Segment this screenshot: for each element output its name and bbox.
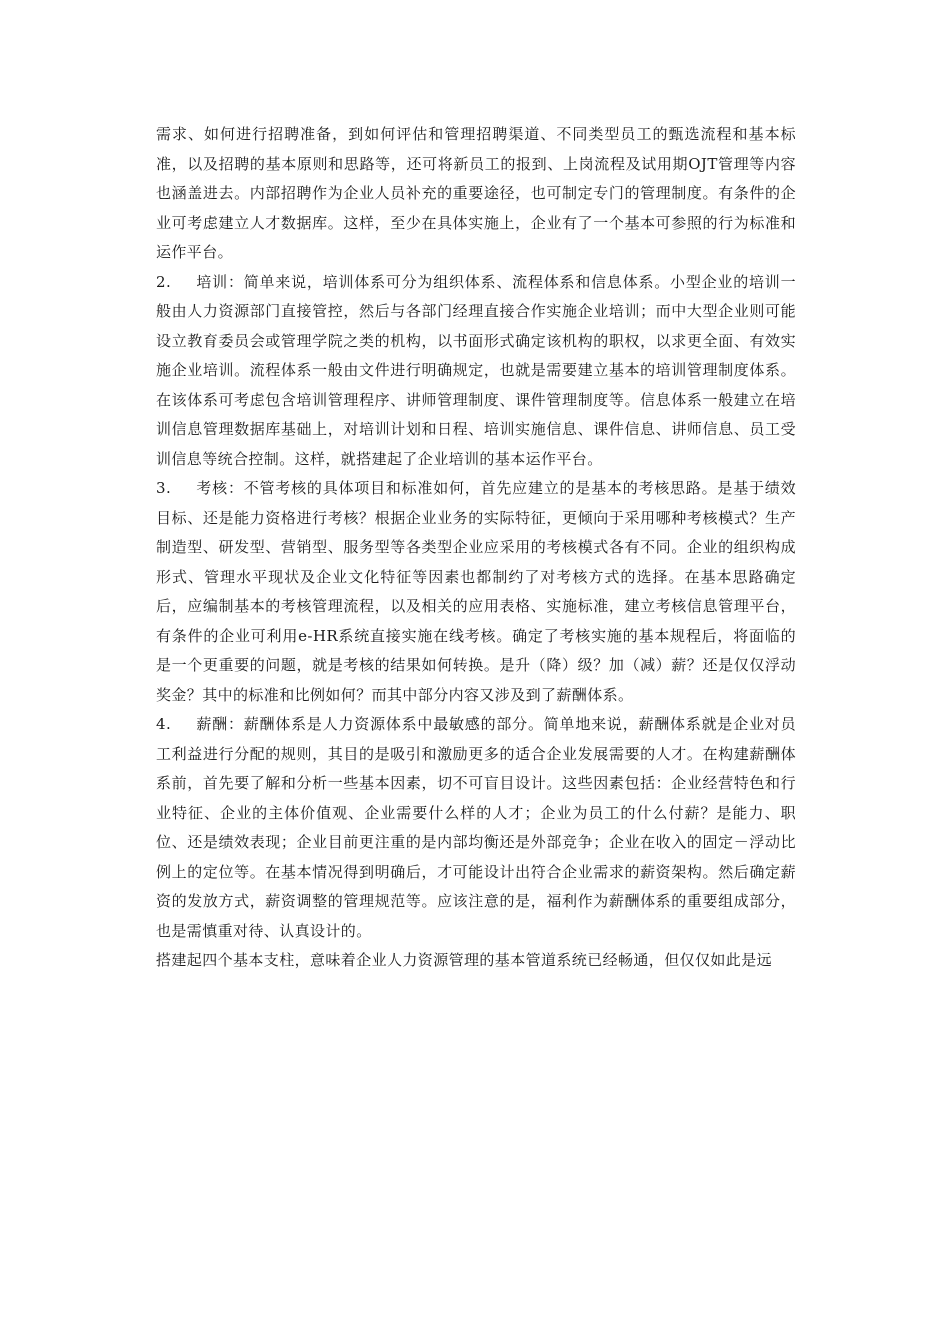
paragraph-summary: [156, 946, 796, 976]
document-body: [156, 120, 796, 976]
paragraph-text: 考核：不管考核的具体项目和标准如何，首先应建立的是基本的考核思路。是基于绩效目标、还是能力资格进行考核？根据企业业务的实际特征，更倾向于采用哪种考核模式？生产制造型、研发型、营销型、服务型等各类型企业应采用的考核模式各有不同。企业的组织构成形式、管理水平现状及企业文化特征等因素也都制约了对考核方式的选择。在基本思路确定后，应编制基本的考核管理流程，以及相关的应用表格、实施标准，建立考核信息管理平台，有条件的企业可利用e-HR系统直接实施在线考核。确定了考核实施的基本规程后，将面临的是一个更重要的问题，就是考核的结果如何转换。是升（降）级？加（减）薪？还是仅仅浮动奖金？其中的标准和比例如何？而其中部分内容又涉及到了薪酬体系。: [156, 479, 796, 704]
paragraph-number: 4.: [156, 715, 172, 733]
paragraph-compensation: [156, 710, 796, 946]
paragraph-text: 搭建起四个基本支柱，意味着企业人力资源管理的基本管道系统已经畅通，但仅仅如此是远: [156, 951, 773, 969]
paragraph-text: 培训：简单来说，培训体系可分为组织体系、流程体系和信息体系。小型企业的培训一般由人力资源部门直接管控，然后与各部门经理直接合作实施企业培训；而中大型企业则可能设立教育委员会或管理学院之类的机构，以书面形式确定该机构的职权，以求更全面、有效实施企业培训。流程体系一般由文件进行明确规定，也就是需要建立基本的培训管理制度体系。在该体系可考虑包含培训管理程序、讲师管理制度、课件管理制度等。信息体系一般建立在培训信息管理数据库基础上，对培训计划和日程、培训实施信息、课件信息、讲师信息、员工受训信息等统合控制。这样，就搭建起了企业培训的基本运作平台。: [156, 272, 796, 468]
paragraph-text: 薪酬：薪酬体系是人力资源体系中最敏感的部分。简单地来说，薪酬体系就是企业对员工利益进行分配的规则，其目的是吸引和激励更多的适合企业发展需要的人才。在构建薪酬体系前，首先要了解和分析一些基本因素，切不可盲目设计。这些因素包括：企业经营特色和行业特征、企业的主体价值观、企业需要什么样的人才；企业为员工的什么付薪？是能力、职位、还是绩效表现；企业目前更注重的是内部均衡还是外部竞争；企业在收入的固定－浮动比例上的定位等。在基本情况得到明确后，才可能设计出符合企业需求的薪资架构。然后确定薪资的发放方式，薪资调整的管理规范等。应该注意的是，福利作为薪酬体系的重要组成部分，也是需慎重对待、认真设计的。: [156, 715, 796, 940]
paragraph-number: 2.: [156, 272, 172, 291]
paragraph-assessment: [156, 474, 796, 710]
paragraph-recruitment-continued: [156, 120, 796, 268]
paragraph-training: [156, 268, 796, 475]
paragraph-number: 3.: [156, 479, 172, 497]
paragraph-text: 需求、如何进行招聘准备，到如何评估和管理招聘渠道、不同类型员工的甄选流程和基本标准，以及招聘的基本原则和思路等，还可将新员工的报到、上岗流程及试用期OJT管理等内容也涵盖进去。内部招聘作为企业人员补充的重要途径，也可制定专门的管理制度。有条件的企业可考虑建立人才数据库。这样，至少在具体实施上，企业有了一个基本可参照的行为标准和运作平台。: [156, 125, 796, 261]
